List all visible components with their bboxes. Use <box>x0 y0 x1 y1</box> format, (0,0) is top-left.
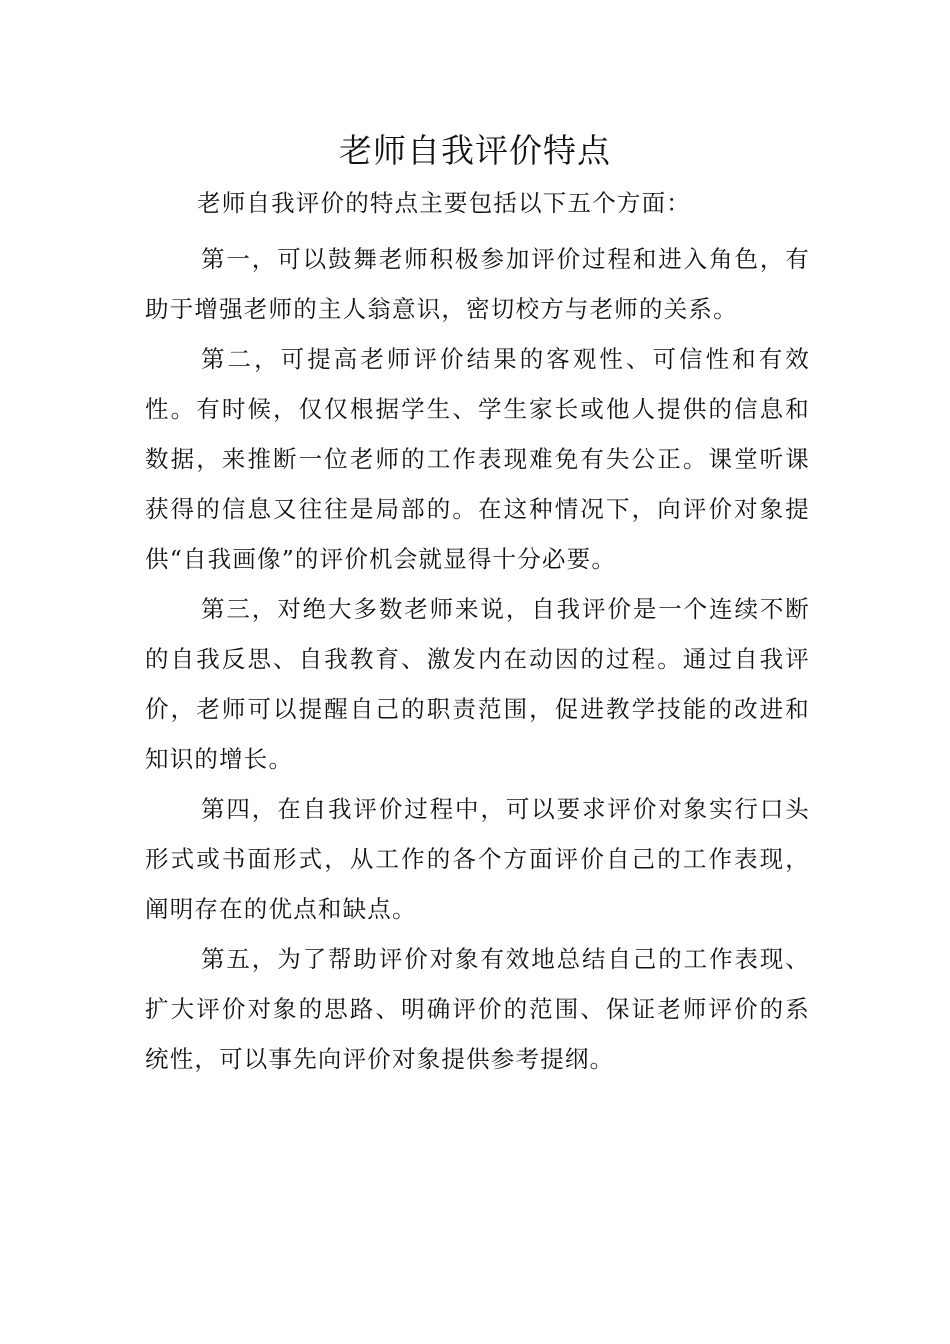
point-paragraph-3: 第三，对绝大多数老师来说，自我评价是一个连续不断的自我反思、自我教育、激发内在动因的过程。通过自我评价，老师可以提醒自己的职责范围，促进教学技能的改进和知识的增长。 <box>145 595 810 773</box>
intro-paragraph: 老师自我评价的特点主要包括以下五个方面： <box>197 189 691 217</box>
point-paragraph-4: 第四，在自我评价过程中，可以要求评价对象实行口头形式或书面形式，从工作的各个方面评价自己的工作表现，阐明存在的优点和缺点。 <box>145 795 810 923</box>
document-body <box>145 178 810 1084</box>
point-paragraph-2: 第二，可提高老师评价结果的客观性、可信性和有效性。有时候，仅仅根据学生、学生家长或他人提供的信息和数据，来推断一位老师的工作表现难免有失公正。课堂听课获得的信息又往往是局部的。在这种情况下，向评价对象提供“自我画像”的评价机会就显得十分必要。 <box>145 345 810 573</box>
document-title: 老师自我评价特点 <box>339 131 611 170</box>
point-paragraph-5: 第五，为了帮助评价对象有效地总结自己的工作表现、扩大评价对象的思路、明确评价的范围、保证老师评价的系统性，可以事先向评价对象提供参考提纲。 <box>145 945 810 1073</box>
point-paragraph-1: 第一，可以鼓舞老师积极参加评价过程和进入角色，有助于增强老师的主人翁意识，密切校方与老师的关系。 <box>145 245 810 323</box>
